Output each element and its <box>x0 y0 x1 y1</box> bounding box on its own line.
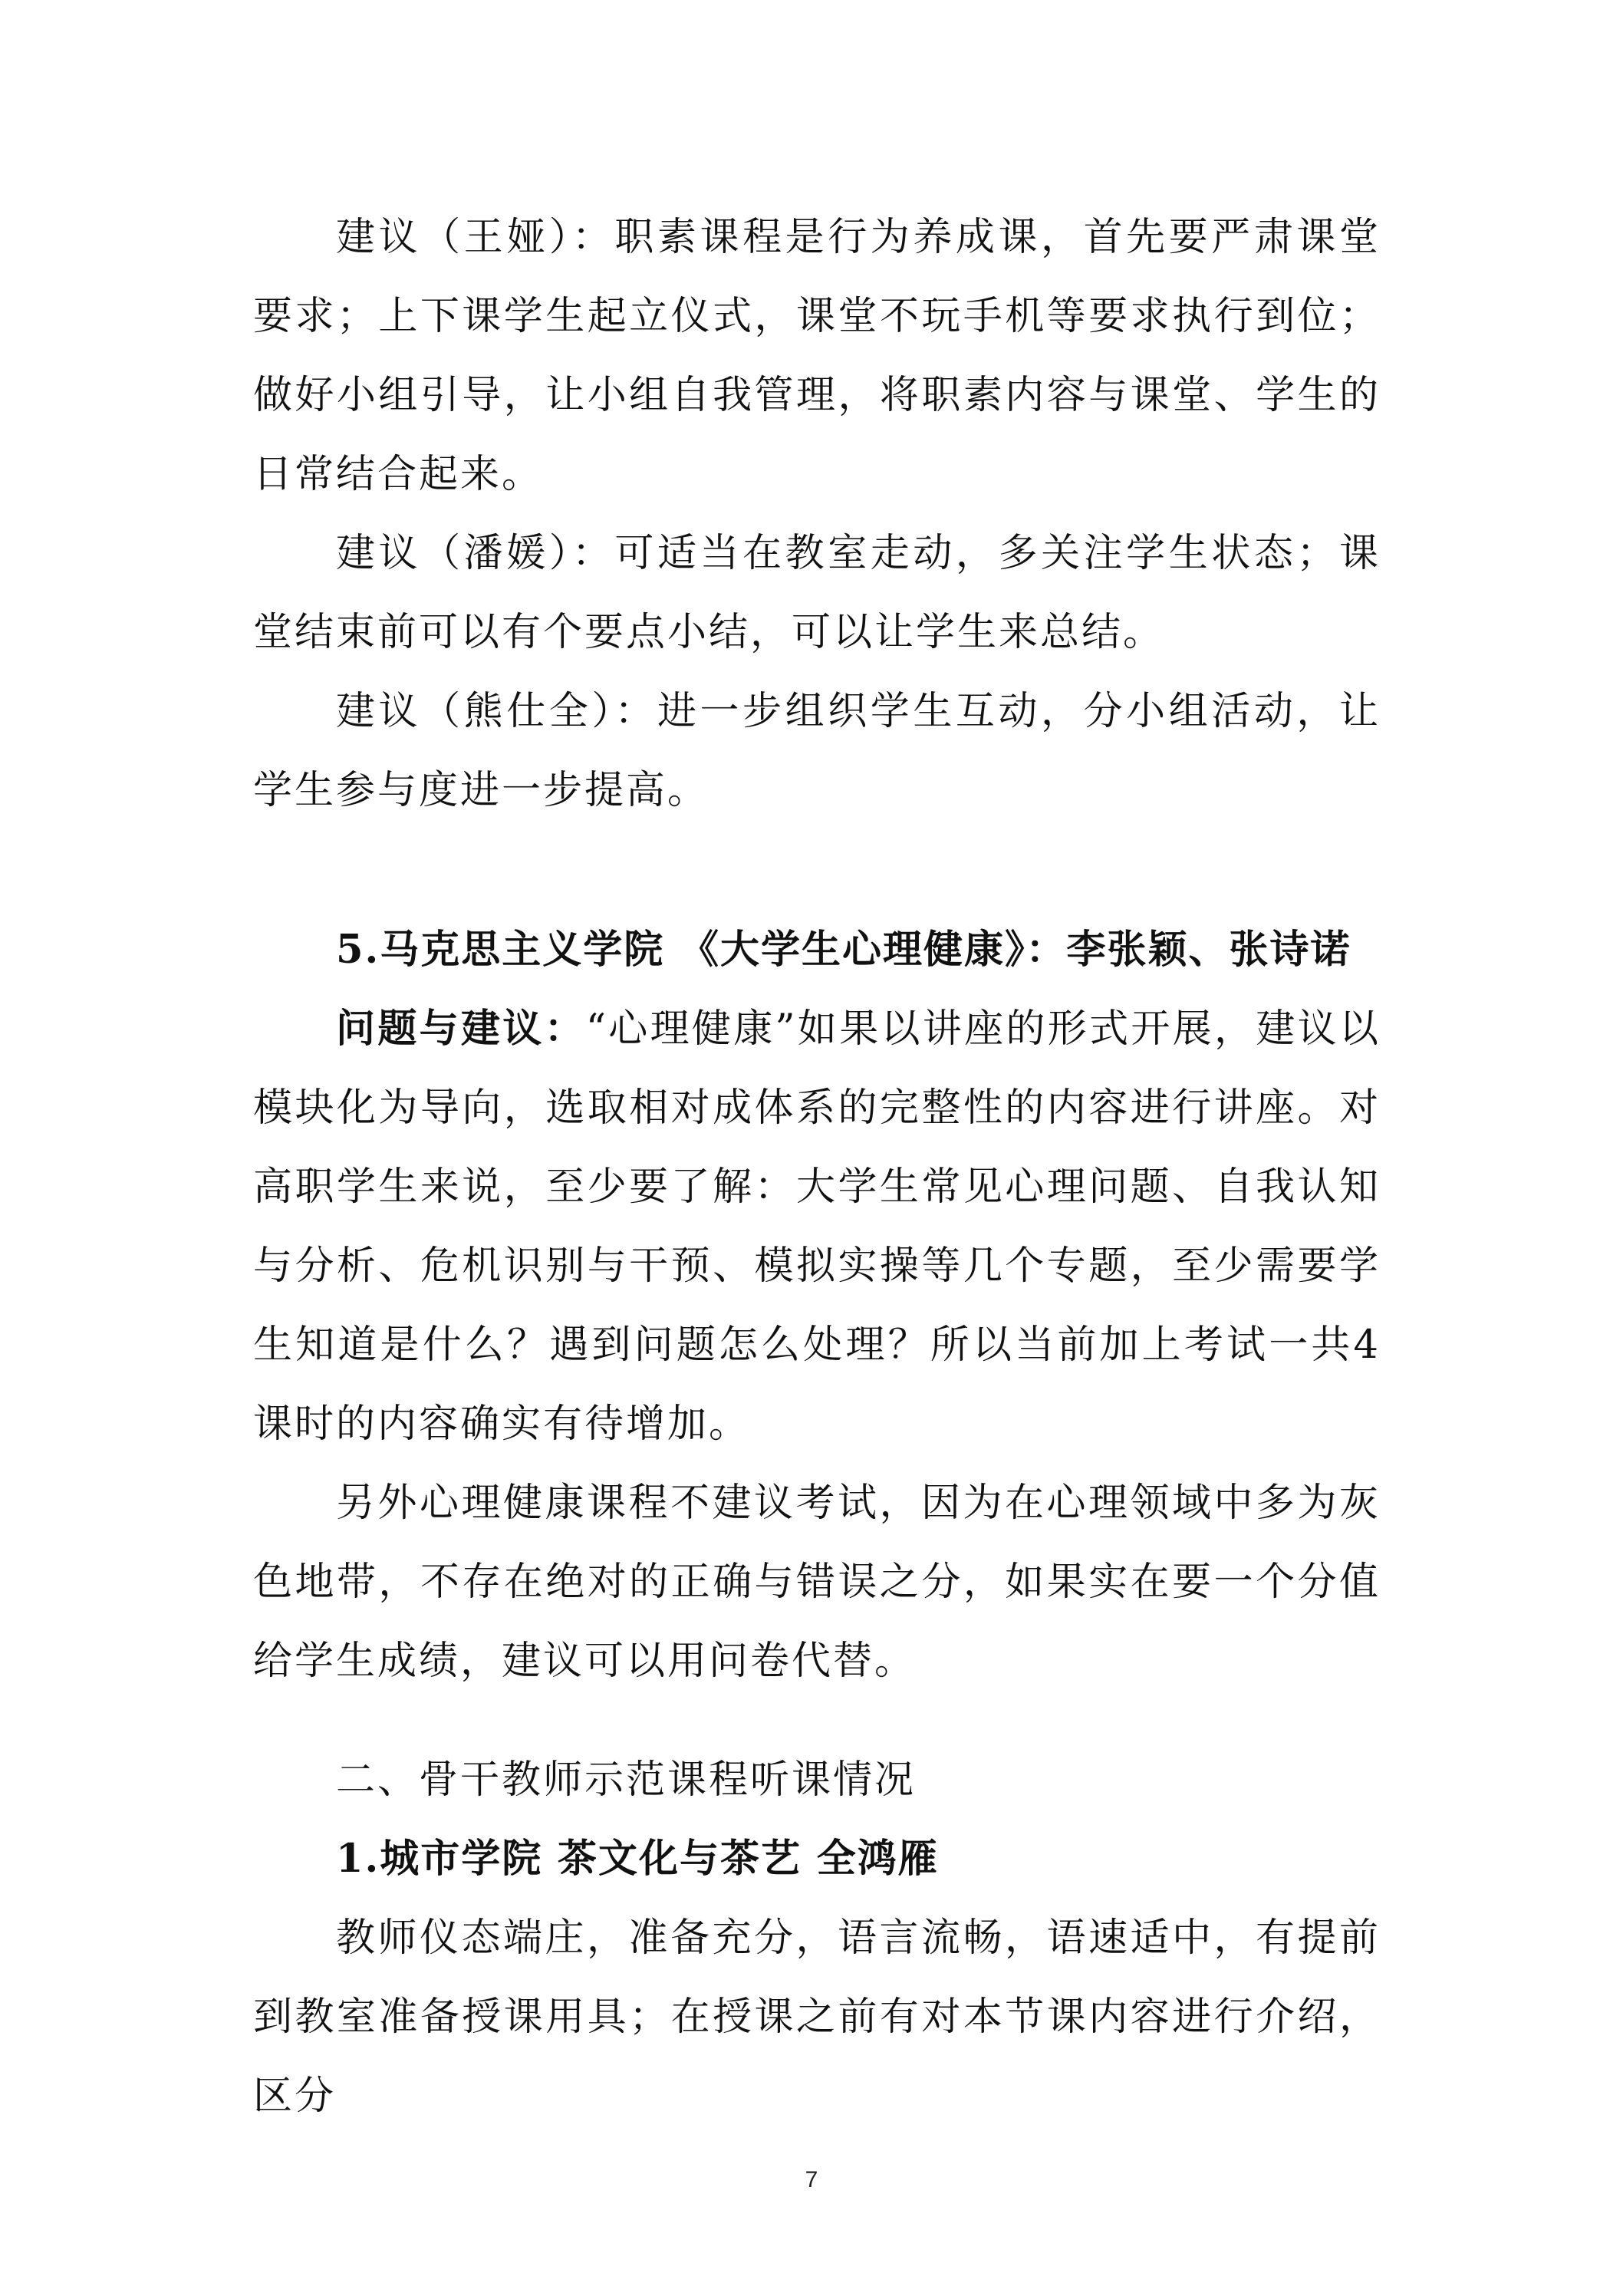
paragraph-lead-label: 问题与建议： <box>336 1006 586 1052</box>
paragraph-problems-and-suggestions <box>253 990 1381 1464</box>
paragraph-teacher-evaluation: 教师仪态端庄，准备充分，语言流畅，语速适中，有提前到教室准备授课用具；在授课之前有对本节课内容进行介绍，区分 <box>253 1916 1381 2119</box>
paragraph-suggestion-xiong-shiquan: 建议（熊仕全）：进一步组织学生互动，分小组活动，让学生参与度进一步提高。 <box>253 689 1381 813</box>
section-heading-backbone-teachers: 二、骨干教师示范课程听课情况 <box>336 1757 917 1803</box>
heading-item-1-tea-culture: 1.城市学院 茶文化与茶艺 全鸿雁 <box>336 1836 939 1882</box>
paragraph-suggestion-wang-ya: 建议（王娅）：职素课程是行为养成课，首先要严肃课堂要求；上下课学生起立仪式，课堂不玩手机等要求执行到位；做好小组引导，让小组自我管理，将职素内容与课堂、学生的日常结合起来。 <box>253 215 1381 497</box>
paragraph-body-text: “心理健康”如果以讲座的形式开展，建议以模块化为导向，选取相对成体系的完整性的内容进行讲座。对高职学生来说，至少要了解：大学生常见心理问题、自我认知与分析、危机识别与干预、模拟实操等几个专题，至少需要学生知道是什么？遇到问题怎么处理？所以当前加上考试一共4课时的内容确实有待增加。 <box>253 1006 1381 1447</box>
paragraph-no-exam-suggestion: 另外心理健康课程不建议考试，因为在心理领域中多为灰色地带，不存在绝对的正确与错误之分，如果实在要一个分值给学生成绩，建议可以用问卷代替。 <box>253 1481 1381 1684</box>
paragraph-suggestion-pan-yuan: 建议（潘媛）：可适当在教室走动，多关注学生状态；课堂结束前可以有个要点小结，可以让学生来总结。 <box>253 531 1381 655</box>
heading-item-5-mental-health: 5.马克思主义学院 《大学生心理健康》：李张颖、张诗诺 <box>336 927 1351 973</box>
page-number: 7 <box>805 2167 818 2192</box>
